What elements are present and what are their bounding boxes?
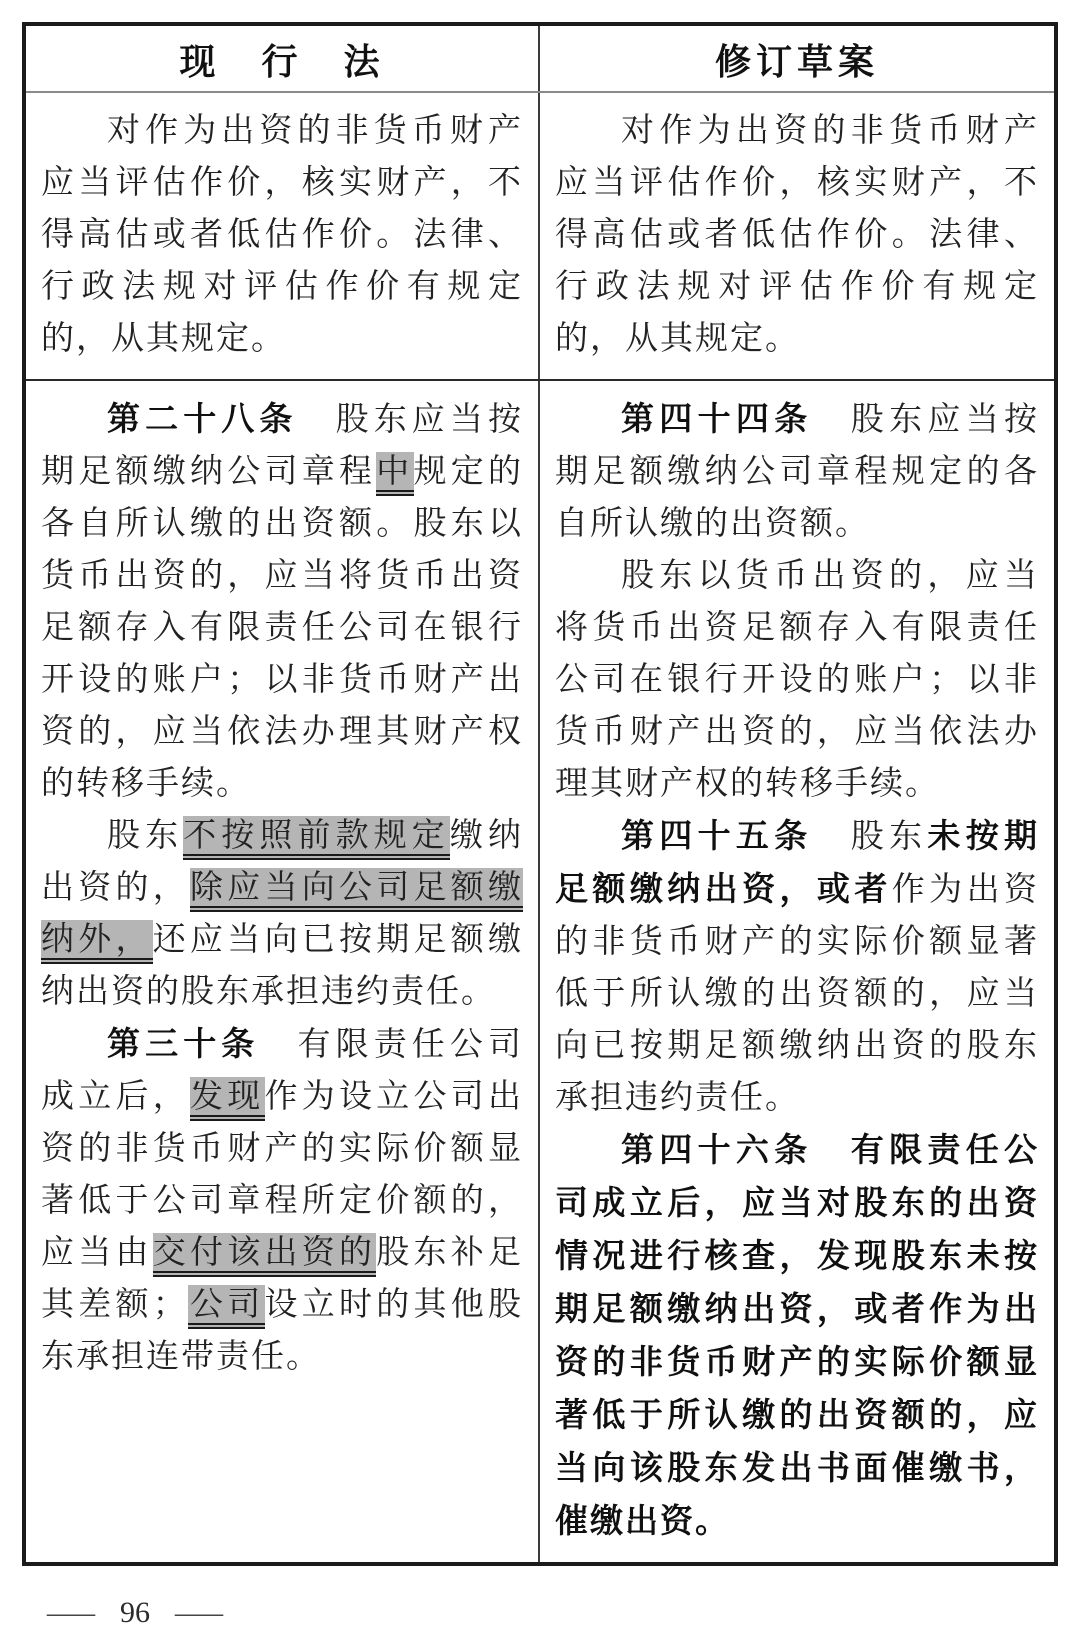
text-run: 作为出资的非货币财产的实际价额显著低于所认缴的出资额的，应当向已按期足额缴纳出资的股东承担违约责任。 [555, 872, 1040, 1116]
text-run: 有限责任公司成立后， [41, 1027, 524, 1115]
text-run: 设立时的其他股东承担连带责任。 [41, 1287, 523, 1375]
text-run: 股东补足其差额； [41, 1235, 523, 1323]
page-footer [47, 1596, 1058, 1630]
comparison-row [26, 381, 1054, 1562]
footer-left-dash: — [47, 1596, 95, 1629]
law-paragraph [41, 393, 523, 810]
law-comparison-table [22, 22, 1058, 1566]
header-revision-draft: 修订草案 [714, 41, 879, 82]
emphasized-text: 第三十条 [107, 1025, 260, 1062]
text-run: 股东 [107, 818, 184, 854]
emphasized-text: 未按期足额缴纳出资，或者 [555, 817, 1040, 907]
emphasized-text: 第四十四条 [621, 400, 813, 437]
text-run: 股东应当按期足额缴纳公司章程规定的各自所认缴的出资额。 [555, 402, 1040, 542]
law-paragraph [41, 105, 523, 365]
revision-draft-cell [540, 93, 1054, 379]
text-run: 缴纳出资的， [41, 818, 524, 906]
law-paragraph [41, 1018, 523, 1383]
text-run: 股东以货币出资的，应当将货币出资足额存入有限责任公司在银行开设的账户；以非货币财产出资的，应当依法办理其财产权的转移手续。 [555, 558, 1039, 802]
law-paragraph [555, 810, 1039, 1124]
text-run: 对作为出资的非货币财产应当评估作价，核实财产，不得高估或者低估作价。法律、行政法规对评估作价有规定的，从其规定。 [555, 113, 1039, 357]
comparison-row [26, 93, 1054, 381]
text-run: 股东应当按期足额缴纳公司章程 [41, 402, 524, 490]
table-body [26, 93, 1054, 1562]
text-run: 还应当向已按期足额缴纳出资的股东承担违约责任。 [41, 922, 523, 1010]
table-header-row [26, 26, 1054, 93]
text-run: 作为设立公司出资的非货币财产的实际价额显著低于公司章程所定价额的，应当由 [41, 1079, 523, 1271]
emphasized-text: 第四十五条 [621, 817, 813, 854]
current-law-cell [26, 93, 540, 379]
law-paragraph [555, 1124, 1039, 1548]
footer-right-dash: — [175, 1596, 223, 1629]
deleted-text-highlight: 不按照前款规定 [183, 816, 450, 860]
text-run: 对作为出资的非货币财产应当评估作价，核实财产，不得高估或者低估作价。法律、行政法规对评估作价有规定的，从其规定。 [41, 113, 523, 357]
law-paragraph [555, 393, 1039, 550]
text-run: 股东 [812, 819, 928, 855]
current-law-cell [26, 381, 540, 1562]
header-current-law: 现 行 法 [26, 26, 540, 91]
deleted-text-highlight: 除应当向公司足额缴纳外， [41, 868, 523, 964]
emphasized-text: 第二十八条 [107, 400, 298, 437]
page-number: 96 [120, 1596, 150, 1629]
emphasized-text: 第四十六条 有限责任公司成立后，应当对股东的出资情况进行核查，发现股东未按期足额缴纳出资，或者作为出资的非货币财产的实际价额显著低于所认缴的出资额的，应当向该股东发出书面催缴书，催缴出资。 [555, 1131, 1039, 1539]
deleted-text-highlight: 交付该出资的 [153, 1233, 377, 1277]
law-paragraph [41, 810, 523, 1018]
text-run: 规定的各自所认缴的出资额。股东以货币出资的，应当将货币出资足额存入有限责任公司在银行开设的账户；以非货币财产出资的，应当依法办理其财产权的转移手续。 [41, 454, 523, 802]
law-paragraph [555, 550, 1039, 810]
deleted-text-highlight: 中 [376, 452, 413, 496]
deleted-text-highlight: 发现 [190, 1077, 265, 1121]
deleted-text-highlight: 公司 [188, 1285, 265, 1329]
law-paragraph [555, 105, 1039, 365]
revision-draft-cell [540, 381, 1054, 1562]
